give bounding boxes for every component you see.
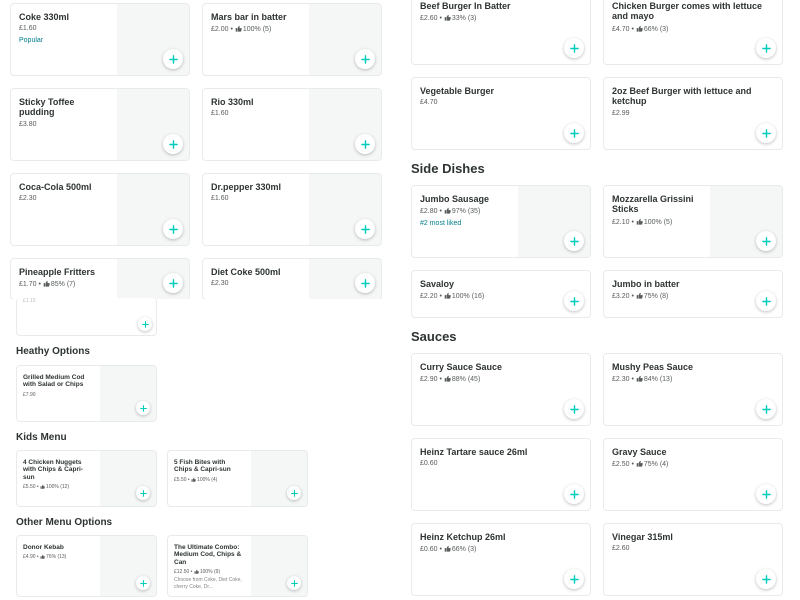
add-item-button[interactable] xyxy=(163,134,183,154)
item-meta xyxy=(211,195,303,203)
plus-icon xyxy=(762,405,771,414)
section-heading: Side Dishes xyxy=(411,161,485,176)
item-details xyxy=(612,194,704,227)
add-item-button[interactable] xyxy=(136,486,150,500)
item-price: £2.99 xyxy=(612,109,630,117)
item-rating: 100% (12) xyxy=(46,484,70,491)
menu-item-card[interactable] xyxy=(603,185,783,258)
item-details xyxy=(19,12,111,44)
thumbs-up-icon xyxy=(636,461,644,468)
item-details xyxy=(211,267,303,289)
item-price: £4.70 xyxy=(612,25,630,33)
plus-icon xyxy=(169,279,178,288)
menu-item-card[interactable] xyxy=(411,438,591,511)
item-details xyxy=(612,532,774,554)
menu-item-card[interactable] xyxy=(411,77,591,150)
menu-item-card[interactable] xyxy=(603,523,783,596)
add-item-button[interactable] xyxy=(136,401,150,415)
item-meta xyxy=(420,292,582,301)
item-meta xyxy=(174,477,245,483)
menu-item-card[interactable] xyxy=(603,270,783,318)
item-details xyxy=(612,86,774,118)
add-item-button[interactable] xyxy=(355,219,375,239)
add-item-button[interactable] xyxy=(756,291,776,311)
item-name: 5 Fish Bites with Chips & Capri-sun xyxy=(174,459,231,474)
item-name: Heinz Tartare sauce 26ml xyxy=(420,447,528,457)
item-price: £2.20 xyxy=(420,293,438,301)
item-meta xyxy=(612,460,774,469)
item-meta xyxy=(211,280,303,288)
item-name: 4 Chicken Nuggets with Chips & Capri-sun xyxy=(23,459,83,481)
menu-item-card[interactable] xyxy=(411,523,591,596)
separator-dot: • xyxy=(189,569,194,576)
item-rating: 100% (4) xyxy=(197,476,218,483)
separator-dot: • xyxy=(437,376,444,384)
item-name: 2oz Beef Burger with lettuce and ketchup xyxy=(612,86,752,107)
item-details xyxy=(23,374,94,398)
item-meta xyxy=(19,25,111,33)
item-price: £2.90 xyxy=(420,376,438,384)
separator-dot: • xyxy=(228,26,235,34)
item-details xyxy=(19,97,111,129)
item-details xyxy=(211,182,303,204)
item-rating: 76% (13) xyxy=(46,554,67,561)
menu-item-card[interactable] xyxy=(411,0,591,65)
plus-icon xyxy=(140,490,147,497)
plus-icon xyxy=(762,575,771,584)
menu-item-card[interactable] xyxy=(202,88,382,161)
item-rating: 97% (35) xyxy=(451,208,481,216)
item-rating: 66% (3) xyxy=(451,546,477,554)
item-price: £2.50 xyxy=(612,461,630,469)
item-name: Vinegar 315ml xyxy=(612,532,673,542)
item-rating: 88% (45) xyxy=(451,376,481,384)
item-name: Rio 330ml xyxy=(211,97,254,107)
item-meta xyxy=(211,110,303,118)
item-meta xyxy=(612,375,774,384)
plus-icon xyxy=(570,297,579,306)
menu-item-card[interactable] xyxy=(16,535,157,597)
item-price: £7.90 xyxy=(23,391,36,398)
item-name: Pineapple Fritters xyxy=(19,267,96,277)
item-price: £4.70 xyxy=(420,99,438,107)
item-price: £5.50 xyxy=(174,476,187,483)
item-meta xyxy=(420,99,582,107)
item-price: £1.10 xyxy=(23,298,36,304)
item-details xyxy=(174,544,245,590)
item-price: £5.50 xyxy=(23,484,36,491)
separator-dot: • xyxy=(35,554,41,561)
plus-icon xyxy=(169,225,178,234)
item-meta xyxy=(19,121,111,129)
item-details xyxy=(612,447,774,470)
thumbs-up-icon xyxy=(444,15,452,22)
item-name: Chicken Burger comes with lettuce and mayo xyxy=(612,1,763,22)
item-name: Donor Kebab xyxy=(23,544,64,551)
plus-icon xyxy=(142,321,149,328)
separator-dot: • xyxy=(629,218,636,226)
thumbs-up-icon xyxy=(636,26,644,33)
item-name: Mozzarella Grissini Sticks xyxy=(612,194,694,215)
item-rating: 66% (3) xyxy=(643,25,669,33)
menu-item-card[interactable] xyxy=(603,0,783,65)
add-item-button[interactable] xyxy=(355,134,375,154)
add-item-button[interactable] xyxy=(564,569,584,589)
item-details xyxy=(420,1,582,24)
thumbs-up-icon xyxy=(444,293,452,300)
item-price: £12.50 xyxy=(174,569,190,576)
item-price: £2.80 xyxy=(420,208,438,216)
item-rating: 85% (7) xyxy=(50,281,76,289)
item-rating: 100% (16) xyxy=(451,293,485,301)
plus-icon xyxy=(762,129,771,138)
menu-item-card[interactable] xyxy=(10,3,190,76)
item-name: Heinz Ketchup 26ml xyxy=(420,532,506,542)
item-price: £2.30 xyxy=(19,195,37,203)
add-item-button[interactable] xyxy=(756,38,776,58)
item-price: £1.70 xyxy=(19,281,37,289)
item-price: £2.30 xyxy=(211,280,229,288)
section-heading: Sauces xyxy=(411,329,457,344)
add-item-button[interactable] xyxy=(756,569,776,589)
item-description: Choose from Coke, Diet Coke, cherry Coke, Dr... xyxy=(174,577,242,590)
item-name: Sticky Toffee pudding xyxy=(19,97,75,118)
add-item-button[interactable] xyxy=(756,399,776,419)
item-price: £1.60 xyxy=(19,25,37,33)
item-name: Savaloy xyxy=(420,279,455,289)
thumbs-up-icon xyxy=(43,281,51,288)
separator-dot: • xyxy=(629,25,636,33)
plus-icon xyxy=(291,490,298,497)
add-item-button[interactable] xyxy=(287,576,301,590)
item-rating: 75% (4) xyxy=(643,461,669,469)
item-details xyxy=(23,459,94,490)
item-rating: 33% (3) xyxy=(451,15,477,23)
thumbs-up-icon xyxy=(444,208,452,215)
plus-icon xyxy=(570,44,579,53)
add-item-button[interactable] xyxy=(163,273,183,293)
thumbs-up-icon xyxy=(636,219,644,226)
item-details xyxy=(420,194,512,227)
item-name: Jumbo Sausage xyxy=(420,194,490,204)
menu-item-card[interactable] xyxy=(411,353,591,426)
item-price: £2.30 xyxy=(612,376,630,384)
item-rating: 100% (5) xyxy=(242,26,272,34)
menu-item-card[interactable] xyxy=(202,173,382,246)
item-name: Mars bar in batter xyxy=(211,12,287,22)
item-tag: #2 most liked xyxy=(420,219,462,227)
item-meta xyxy=(420,460,582,468)
menu-item-card[interactable] xyxy=(603,438,783,511)
menu-item-card[interactable] xyxy=(10,258,190,300)
plus-icon xyxy=(361,140,370,149)
item-meta xyxy=(420,207,512,216)
separator-dot: • xyxy=(437,293,444,301)
separator-dot: • xyxy=(629,293,636,301)
plus-icon xyxy=(361,279,370,288)
item-meta xyxy=(174,569,245,575)
add-item-button[interactable] xyxy=(756,484,776,504)
item-meta xyxy=(420,14,582,23)
add-item-button[interactable] xyxy=(564,399,584,419)
menu-item-card[interactable] xyxy=(16,365,157,422)
item-details xyxy=(420,362,582,385)
plus-icon xyxy=(291,580,298,587)
item-price: £1.60 xyxy=(211,110,229,118)
separator-dot: • xyxy=(629,461,636,469)
item-details xyxy=(23,544,94,560)
item-meta xyxy=(612,545,774,553)
plus-icon xyxy=(762,297,771,306)
menu-item-card[interactable] xyxy=(10,173,190,246)
plus-icon xyxy=(570,405,579,414)
thumbs-up-icon xyxy=(444,376,452,383)
section-heading: Heathy Options xyxy=(16,346,90,357)
plus-icon xyxy=(169,140,178,149)
add-item-button[interactable] xyxy=(138,317,152,331)
separator-dot: • xyxy=(437,546,444,554)
item-price: £2.60 xyxy=(612,545,630,553)
menu-item-card[interactable] xyxy=(167,535,308,597)
item-name: Coke 330ml xyxy=(19,12,70,22)
add-item-button[interactable] xyxy=(756,231,776,251)
item-price: £0.60 xyxy=(420,546,438,554)
item-name: Grilled Medium Cod with Salad or Chips xyxy=(23,374,85,389)
item-details xyxy=(612,362,774,385)
item-details xyxy=(420,532,582,555)
item-meta xyxy=(23,484,94,490)
separator-dot: • xyxy=(35,484,41,491)
item-price: £0.60 xyxy=(420,460,438,468)
add-item-button[interactable] xyxy=(564,231,584,251)
item-meta xyxy=(612,218,704,227)
item-name: Beef Burger In Batter xyxy=(420,1,511,11)
item-price: £1.60 xyxy=(211,195,229,203)
thumbs-up-icon xyxy=(636,293,644,300)
add-item-button[interactable] xyxy=(287,486,301,500)
menu-item-card[interactable] xyxy=(10,88,190,161)
separator-dot: • xyxy=(36,281,43,289)
item-name: Curry Sauce Sauce xyxy=(420,362,503,372)
item-meta xyxy=(19,195,111,203)
item-details xyxy=(612,1,774,34)
thumbs-up-icon xyxy=(444,546,452,553)
item-price: £3.20 xyxy=(612,293,630,301)
item-rating: 100% (9) xyxy=(199,569,221,576)
item-details xyxy=(420,447,582,469)
plus-icon xyxy=(140,405,147,412)
item-price: £2.10 xyxy=(612,218,630,226)
add-item-button[interactable] xyxy=(355,49,375,69)
add-item-button[interactable] xyxy=(136,576,150,590)
item-details xyxy=(420,86,582,108)
item-name: The Ultimate Combo: Medium Cod, Chips & Can xyxy=(174,544,242,566)
add-item-button[interactable] xyxy=(163,49,183,69)
plus-icon xyxy=(570,575,579,584)
plus-icon xyxy=(570,129,579,138)
item-name: Diet Coke 500ml xyxy=(211,267,281,277)
menu-item-card[interactable] xyxy=(16,298,157,336)
item-name: Coca-Cola 500ml xyxy=(19,182,92,192)
add-item-button[interactable] xyxy=(756,123,776,143)
add-item-button[interactable] xyxy=(564,123,584,143)
plus-icon xyxy=(762,490,771,499)
item-meta xyxy=(211,25,303,34)
menu-item-card[interactable] xyxy=(603,353,783,426)
item-price: £3.80 xyxy=(19,120,37,128)
section-heading: Other Menu Options xyxy=(16,517,113,528)
thumbs-up-icon xyxy=(636,376,644,383)
plus-icon xyxy=(762,237,771,246)
item-details xyxy=(19,267,111,290)
add-item-button[interactable] xyxy=(564,484,584,504)
item-meta xyxy=(19,280,111,289)
plus-icon xyxy=(762,44,771,53)
item-name: Dr.pepper 330ml xyxy=(211,182,282,192)
item-rating: 100% (5) xyxy=(643,218,673,226)
add-item-button[interactable] xyxy=(564,291,584,311)
item-meta xyxy=(612,25,774,34)
separator-dot: • xyxy=(186,476,192,483)
item-details xyxy=(612,279,774,302)
thumbs-up-icon xyxy=(235,26,243,33)
item-meta xyxy=(612,292,774,301)
item-details xyxy=(211,12,303,35)
menu-item-card[interactable] xyxy=(411,270,591,318)
plus-icon xyxy=(140,580,147,587)
plus-icon xyxy=(169,55,178,64)
menu-item-card[interactable] xyxy=(202,258,382,300)
separator-dot: • xyxy=(437,15,444,23)
separator-dot: • xyxy=(629,376,636,384)
item-meta xyxy=(23,554,94,560)
add-item-button[interactable] xyxy=(564,38,584,58)
item-price: £4.90 xyxy=(23,554,36,561)
item-name: Gravy Sauce xyxy=(612,447,667,457)
item-name: Mushy Peas Sauce xyxy=(612,362,694,372)
item-rating: 75% (8) xyxy=(643,293,669,301)
item-details xyxy=(420,279,582,302)
separator-dot: • xyxy=(437,208,444,216)
item-tag: Popular xyxy=(19,36,44,44)
menu-item-card[interactable] xyxy=(603,77,783,150)
item-meta xyxy=(23,392,94,398)
item-meta xyxy=(420,545,582,554)
menu-item-card[interactable] xyxy=(167,450,308,507)
section-heading: Kids Menu xyxy=(16,432,67,443)
plus-icon xyxy=(361,55,370,64)
item-details xyxy=(174,459,245,483)
plus-icon xyxy=(570,490,579,499)
item-meta xyxy=(420,375,582,384)
item-rating: 84% (13) xyxy=(643,376,673,384)
item-details xyxy=(19,182,111,204)
item-name: Jumbo in batter xyxy=(612,279,680,289)
menu-item-card[interactable] xyxy=(16,450,157,507)
add-item-button[interactable] xyxy=(355,273,375,293)
menu-item-card[interactable] xyxy=(411,185,591,258)
item-price: £2.00 xyxy=(211,26,229,34)
item-price: £2.60 xyxy=(420,15,438,23)
item-details xyxy=(211,97,303,119)
item-name: Vegetable Burger xyxy=(420,86,495,96)
plus-icon xyxy=(570,237,579,246)
add-item-button[interactable] xyxy=(163,219,183,239)
item-meta xyxy=(612,110,774,118)
menu-item-card[interactable] xyxy=(202,3,382,76)
plus-icon xyxy=(361,225,370,234)
